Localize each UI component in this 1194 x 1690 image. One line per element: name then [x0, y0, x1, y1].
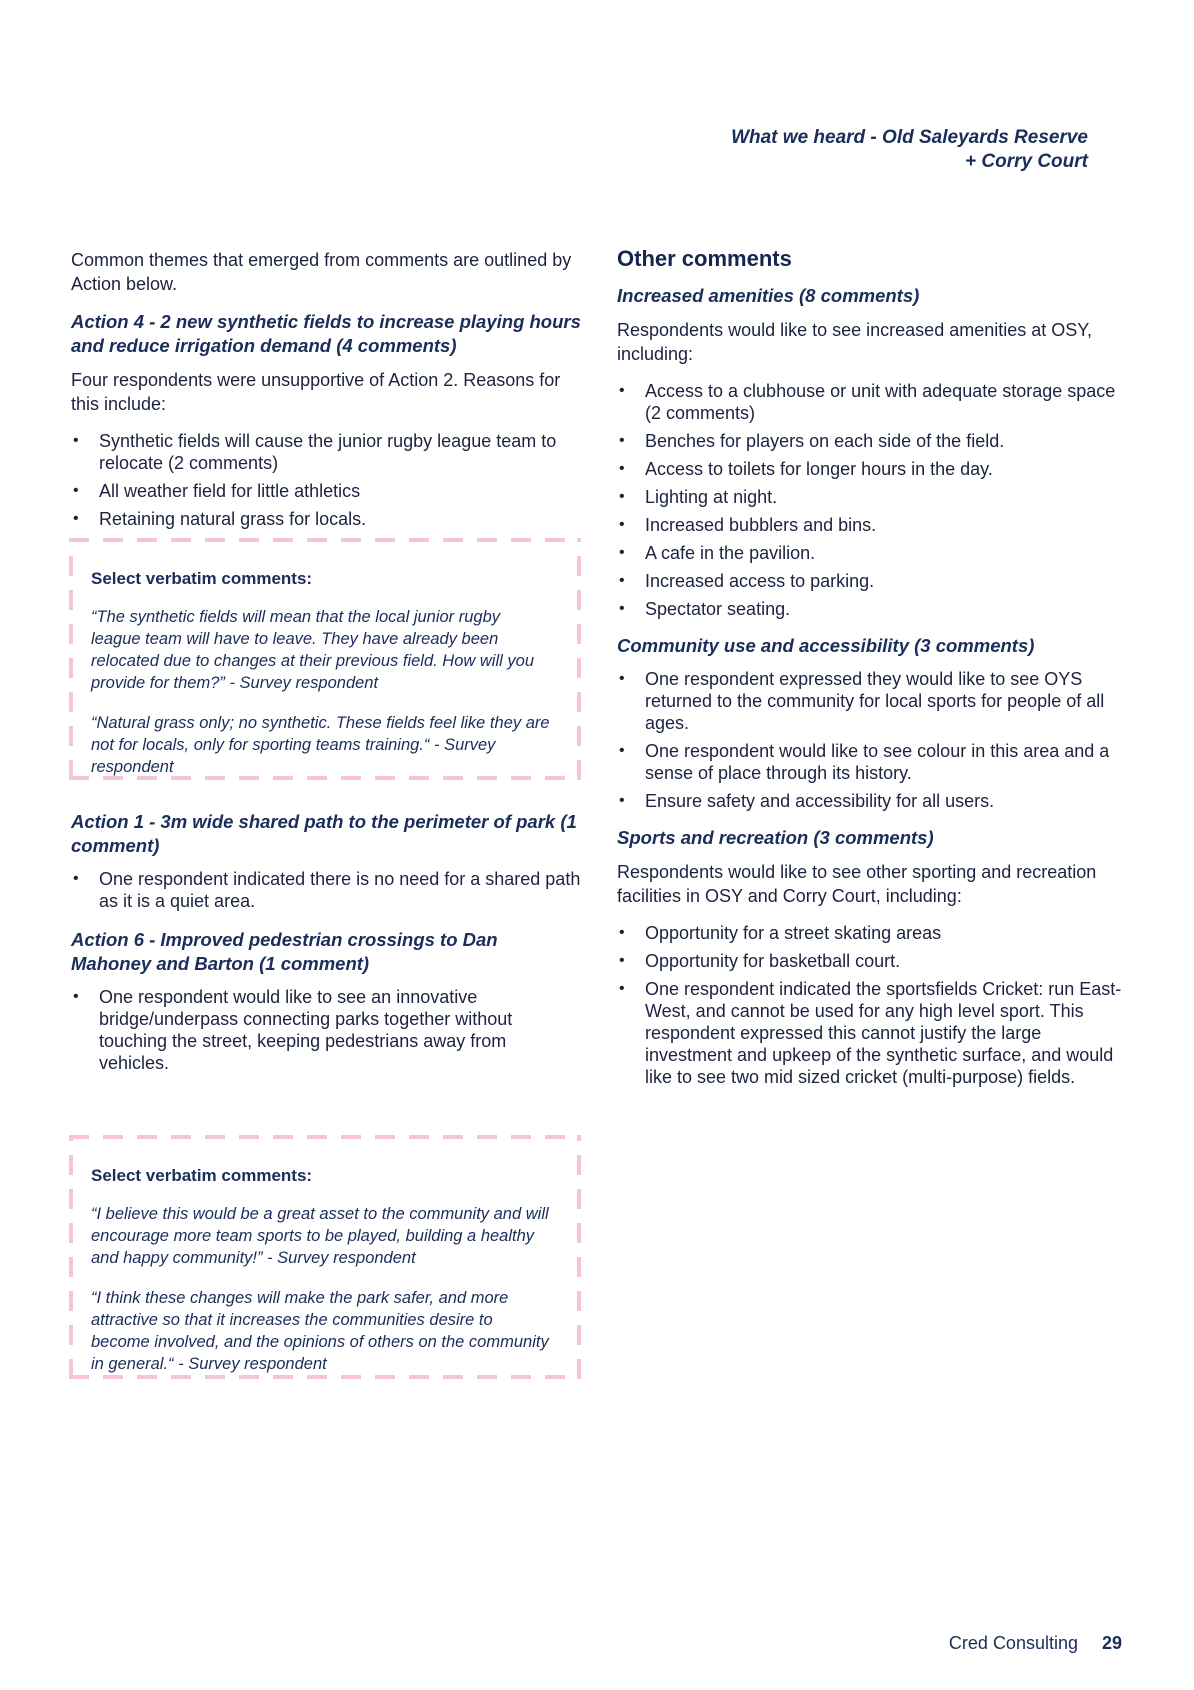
list-item: • One respondent would like to see an innovative bridge/underpass connecting parks together without touching the street, keeping pedestrians away from vehicles.	[71, 986, 581, 1074]
page-number: 29	[1101, 1633, 1122, 1653]
list-item: • Spectator seating.	[617, 598, 1132, 620]
amenities-heading: Increased amenities (8 comments)	[617, 285, 920, 306]
list-item: • Benches for players on each side of the field.	[617, 430, 1132, 452]
left-column	[71, 250, 581, 536]
header-title-line-2: + Corry Court	[965, 151, 1088, 172]
verbatim-box-2	[69, 1135, 581, 1379]
list-item: • Access to a clubhouse or unit with adequate storage space (2 comments)	[617, 380, 1132, 424]
list-item: • Opportunity for a street skating areas	[617, 922, 1132, 944]
amenities-list	[617, 380, 1132, 620]
list-item: • Lighting at night.	[617, 486, 1132, 508]
community-heading: Community use and accessibility (3 comments)	[617, 635, 1035, 656]
page-header-title	[588, 126, 1088, 174]
action-6-heading: Action 6 - Improved pedestrian crossings to Dan Mahoney and Barton (1 comment)	[71, 929, 498, 974]
footer-brand: Cred Consulting	[948, 1633, 1078, 1653]
list-item: • A cafe in the pavilion.	[617, 542, 1132, 564]
list-item: • One respondent expressed they would like to see OYS returned to the community for local sports for people of all ages.	[617, 668, 1132, 734]
verbatim-title: Select verbatim comments:	[91, 569, 313, 588]
list-item: • All weather field for little athletics	[71, 480, 581, 502]
list-item: • Increased access to parking.	[617, 570, 1132, 592]
list-item: • Increased bubblers and bins.	[617, 514, 1132, 536]
community-list	[617, 668, 1132, 812]
verbatim-title: Select verbatim comments:	[91, 1166, 313, 1185]
list-item: • Access to toilets for longer hours in the day.	[617, 458, 1132, 480]
sports-list	[617, 922, 1132, 1088]
left-column-lower	[71, 810, 581, 1080]
action-4-list	[71, 430, 581, 530]
verbatim-quote: “Natural grass only; no synthetic. These fields feel like they are not for locals, only for sporting teams training.“ - Survey respondent	[91, 714, 550, 776]
other-comments-heading: Other comments	[617, 246, 792, 271]
list-item: • Ensure safety and accessibility for all users.	[617, 790, 1132, 812]
action-4-body: Four respondents were unsupportive of Action 2. Reasons for this include:	[71, 370, 561, 414]
amenities-body: Respondents would like to see increased amenities at OSY, including:	[617, 320, 1092, 364]
list-item: • Retaining natural grass for locals.	[71, 508, 581, 530]
list-item: • Opportunity for basketball court.	[617, 950, 1132, 972]
action-4-heading: Action 4 - 2 new synthetic fields to increase playing hours and reduce irrigation demand (4 comments)	[71, 311, 581, 356]
list-item: • One respondent indicated the sportsfields Cricket: run East-West, and cannot be used for any high level sport. This respondent expressed this cannot justify the large investment and upkeep of the synthetic surface, and would like to see two mid sized cricket (multi-purpose) fields.	[617, 978, 1132, 1088]
verbatim-quote: “The synthetic fields will mean that the local junior rugby league team will have to leave. They have already been relocated due to changes at their previous field. How will you provide for them?” - Survey respondent	[91, 608, 534, 692]
action-6-list	[71, 986, 581, 1074]
list-item: • Synthetic fields will cause the junior rugby league team to relocate (2 comments)	[71, 430, 581, 474]
sports-heading: Sports and recreation (3 comments)	[617, 827, 934, 848]
verbatim-box-1	[69, 538, 581, 780]
intro-text: Common themes that emerged from comments are outlined by Action below.	[71, 250, 572, 294]
list-item: • One respondent indicated there is no need for a shared path as it is a quiet area.	[71, 868, 581, 912]
header-title-line-1: What we heard - Old Saleyards Reserve	[731, 127, 1088, 148]
right-column	[617, 246, 1132, 1094]
action-1-list	[71, 868, 581, 912]
verbatim-quote: “I think these changes will make the park safer, and more attractive so that it increases the communities desire to become involved, and the opinions of others on the community in general.“ - Survey respondent	[91, 1289, 549, 1373]
verbatim-quote: “I believe this would be a great asset to the community and will encourage more team sports to be played, building a healthy and happy community!” - Survey respondent	[91, 1205, 549, 1267]
action-1-heading: Action 1 - 3m wide shared path to the perimeter of park (1 comment)	[71, 811, 577, 856]
list-item: • One respondent would like to see colour in this area and a sense of place through its history.	[617, 740, 1132, 784]
sports-body: Respondents would like to see other sporting and recreation facilities in OSY and Corry Court, including:	[617, 862, 1097, 906]
